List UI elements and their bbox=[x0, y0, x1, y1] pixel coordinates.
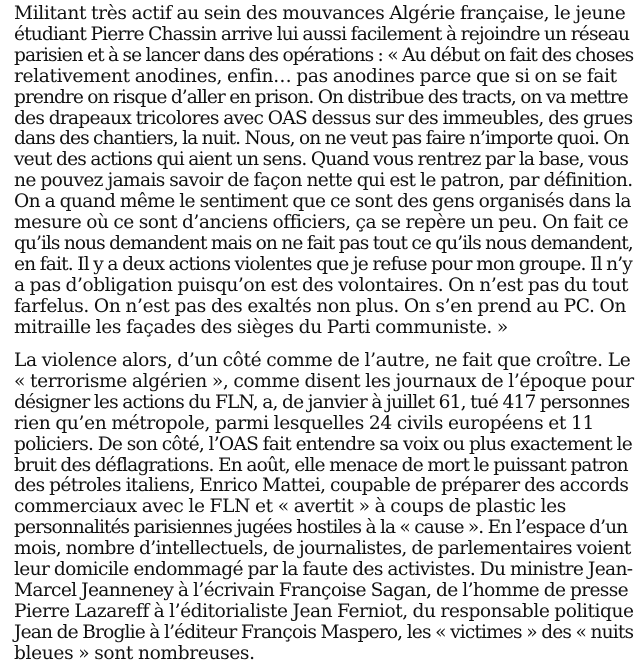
text-line: Jean de Broglie à l’éditeur François Maspero, les « victimes » des « nuits bbox=[14, 621, 634, 643]
text-line: rien qu’en métropole, parmi lesquelles 24 civils européens et 11 bbox=[14, 412, 594, 434]
text-line: mois, nombre d’intellectuels, de journalistes, de parlementaires voient bbox=[14, 538, 631, 560]
text-line: mesure où ce sont d’anciens officiers, ça se repère un peu. On fait ce bbox=[14, 212, 629, 234]
text-line: policiers. De son côté, l’OAS fait entendre sa voix ou plus exactement le bbox=[14, 433, 632, 455]
text-line: leur domicile endommagé par la faute des activistes. Du ministre Jean- bbox=[14, 559, 633, 581]
text-line: relativement anodines, enfin… pas anodines parce que si on se fait bbox=[14, 65, 617, 87]
text-line: bleues » sont nombreuses. bbox=[14, 642, 255, 664]
paragraph-pierre-chassin-testimony bbox=[14, 4, 634, 339]
text-line: en fait. Il y a deux actions violentes que je refuse pour mon groupe. Il n’y bbox=[14, 253, 632, 275]
text-line: Militant très actif au sein des mouvances Algérie française, le jeune bbox=[14, 3, 626, 24]
text-line: bruit des déflagrations. En août, elle menace de mort le puissant patron bbox=[14, 454, 628, 476]
text-line: des pétroles italiens, Enrico Mattei, coupable de préparer des accords bbox=[14, 475, 629, 497]
text-line: commerciaux avec le FLN et « avertit » à coups de plastic les bbox=[14, 496, 566, 518]
text-line: des drapeaux tricolores avec OAS dessus sur des immeubles, des grues bbox=[14, 107, 633, 129]
text-line: parisien et à se lancer dans des opérations : « Au début on fait des choses bbox=[14, 44, 634, 66]
text-line: veut des actions qui aient un sens. Quand vous rentrez par la base, vous bbox=[14, 149, 629, 171]
text-line: « terrorisme algérien », comme disent les journaux de l’époque pour bbox=[14, 370, 634, 392]
text-line: Marcel Jeanneney à l’écrivain Françoise Sagan, de l’homme de presse bbox=[14, 579, 628, 601]
text-line: La violence alors, d’un côté comme de l’autre, ne fait que croître. Le bbox=[14, 350, 631, 371]
text-line: mitraille les façades des sièges du Parti communiste. » bbox=[14, 316, 508, 338]
text-line: On a quand même le sentiment que ce sont des gens organisés dans la bbox=[14, 191, 631, 213]
text-line: personnalités parisiennes jugées hostiles à la « cause ». En l’espace d’un bbox=[14, 517, 628, 539]
text-line: prendre on risque d’aller en prison. On distribue des tracts, on va mettre bbox=[14, 86, 628, 108]
text-line: dans des chantiers, la nuit. Nous, on ne veut pas faire n’importe quoi. On bbox=[14, 128, 629, 150]
text-line: farfelus. On n’est pas des exaltés non plus. On s’en prend au PC. On bbox=[14, 295, 627, 317]
text-line: désigner les actions du FLN, a, de janvier à juillet 61, tué 417 personnes bbox=[14, 391, 630, 413]
paragraph-violence-escalation bbox=[14, 351, 634, 665]
text-line: a pas d’obligation puisqu’on est des volontaires. On n’est pas du tout bbox=[14, 274, 629, 296]
text-line: ne pouvez jamais savoir de façon nette qui est le patron, par définition. bbox=[14, 170, 633, 192]
text-line: étudiant Pierre Chassin arrive lui aussi facilement à rejoindre un réseau bbox=[14, 23, 630, 45]
text-line: qu’ils nous demandent mais on ne fait pas tout ce qu’ils nous demandent, bbox=[14, 232, 633, 254]
text-line: Pierre Lazareff à l’éditorialiste Jean Ferniot, du responsable politique bbox=[14, 600, 634, 622]
